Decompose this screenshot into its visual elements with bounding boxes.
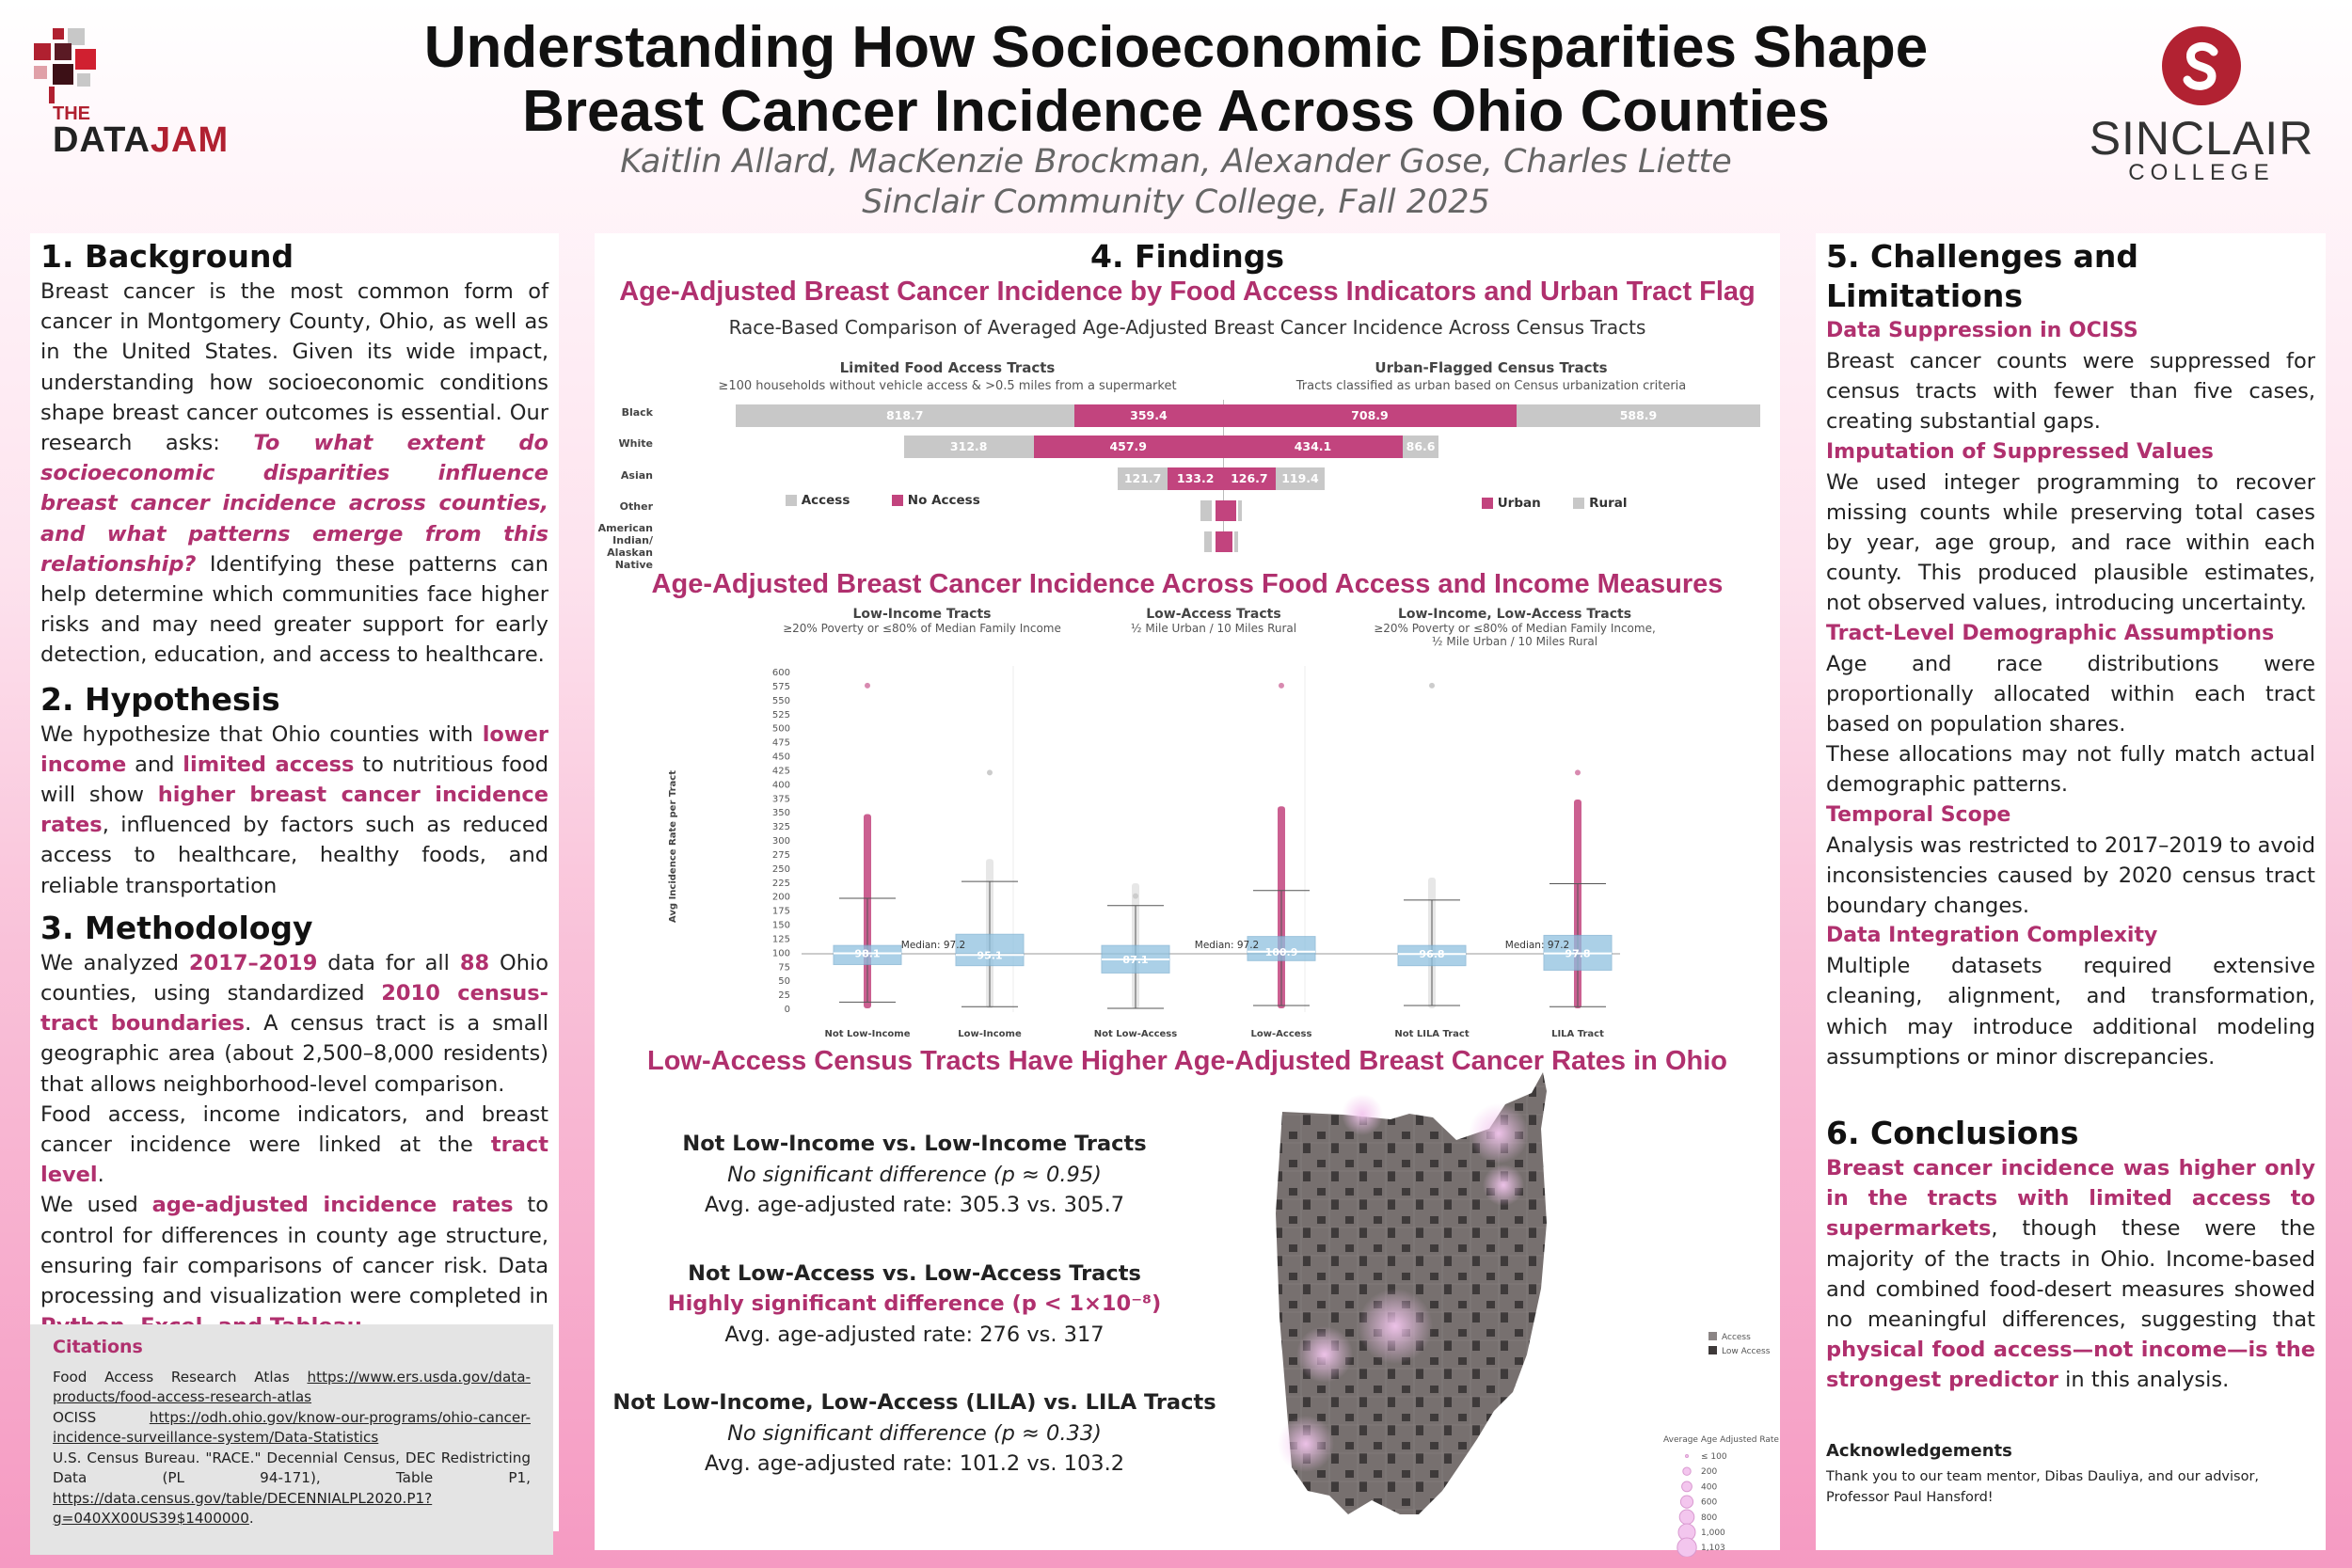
right-column [1816, 233, 2326, 1550]
fig2-y-tick: 425 [771, 766, 790, 777]
methodology-heading: 3. Methodology [40, 909, 313, 946]
fig2-y-tick: 350 [771, 808, 790, 819]
fig1-bar-small-gray [1204, 531, 1212, 552]
map-legend-size-label: 1,103 [1701, 1544, 1725, 1554]
map-legend-size-label: 600 [1701, 1497, 1718, 1508]
fig2-y-tick: 225 [771, 878, 790, 889]
challenge-4-sub: Temporal Scope [1826, 802, 2011, 827]
methodology-text [40, 948, 548, 1342]
map-legend-low-access: Low Access [1722, 1347, 1771, 1356]
fig2-median-label: 95.1 [977, 949, 1003, 962]
fig2-median-label: 96.8 [1419, 948, 1445, 961]
comparison-3-avg: Avg. age-adjusted rate: 101.2 vs. 103.2 [704, 1451, 1125, 1476]
fig2-panel-3-sub1: ≥20% Poverty or ≤80% of Median Family Income, [1374, 622, 1656, 635]
citation-1-link[interactable]: https://www.ers.usda.gov/data-products/food-access-research-atlas [53, 1368, 531, 1405]
fig2-y-tick: 250 [771, 863, 790, 875]
legend-rural: Rural [1589, 496, 1628, 511]
fig2-y-tick: 400 [771, 780, 790, 791]
hypothesis-key-2: limited access [183, 752, 355, 777]
map-legend-size-label: ≤ 100 [1701, 1452, 1727, 1462]
comparison-2-sig: Highly significant difference (p < 1×10⁻⁸) [667, 1291, 1162, 1316]
citation-2-link[interactable]: https://odh.ohio.gov/know-our-programs/ohio-cancer-incidence-surveillance-system/Data-Statistics [53, 1408, 531, 1446]
toledo-cluster [1342, 1094, 1383, 1135]
fig2-outlier-point [987, 769, 993, 775]
college-wordmark: COLLEGE [2128, 160, 2275, 185]
comparison-1-sig: No significant difference (p ≈ 0.95) [727, 1162, 1102, 1187]
fig2-y-tick: 175 [771, 906, 790, 917]
challenge-4-text: Analysis was restricted to 2017–2019 to avoid inconsistencies caused by 2020 census tract boundary changes. [1826, 832, 2315, 919]
hypothesis-key-3: higher breast cancer incidence rates [40, 783, 548, 838]
method-text-5: Food access, income indicators, and breast cancer incidence were linked at the [40, 1101, 548, 1158]
citation-2 [53, 1408, 531, 1449]
citation-1-text: Food Access Research Atlas [53, 1368, 308, 1386]
challenge-5-text: Multiple datasets required extensive cleaning, alignment, and transformation, which may introduce additional modeling assumptions or minor discrepancies. [1826, 954, 2315, 1069]
background-heading: 1. Background [40, 238, 294, 275]
fig1-bar-no-access: 457.9 [1034, 436, 1223, 458]
map-legend-low-access-swatch [1708, 1346, 1717, 1354]
cleveland-cluster [1469, 1103, 1529, 1164]
fig2-y-tick: 50 [778, 976, 790, 988]
fig2-outlier-point [1133, 894, 1138, 899]
citation-3-end: . [248, 1510, 254, 1527]
challenge-3-sub: Tract-Level Demographic Assumptions [1826, 621, 2275, 645]
comparison-3 [595, 1387, 1234, 1480]
citation-3 [53, 1449, 531, 1529]
fig1-row-label: White [618, 437, 653, 450]
comparison-1-avg: Avg. age-adjusted rate: 305.3 vs. 305.7 [704, 1193, 1125, 1217]
fig2-y-tick: 150 [771, 920, 790, 931]
comparison-2-title: Not Low-Access vs. Low-Access Tracts [688, 1260, 1141, 1286]
map-legend-size-circle [1679, 1510, 1694, 1525]
sinclair-wordmark: SINCLAIR [2089, 112, 2314, 165]
method-key-2: 88 [459, 950, 490, 975]
fig1-subtitle: Race-Based Comparison of Averaged Age-Adjusted Breast Cancer Incidence Across Census Tracts [728, 316, 1646, 339]
fig2-y-tick: 325 [771, 822, 790, 833]
fig2-y-tick: 475 [771, 737, 790, 749]
fig2-outlier-point [1429, 683, 1435, 689]
cincinnati-cluster [1278, 1416, 1334, 1472]
fig1-left-head: Limited Food Access Tracts [839, 359, 1056, 376]
fig1-bar-urban: 708.9 [1223, 404, 1517, 427]
datajam-jam: JAM [150, 120, 230, 160]
challenge-3-text: Age and race distributions were proportionally allocated within each tract based on population shares. [1826, 651, 2315, 737]
fig1-row-label: Other [619, 500, 653, 513]
fig2-panel-1-sub: ≥20% Poverty or ≤80% of Median Family Income [783, 622, 1061, 635]
sinclair-logo [2079, 24, 2324, 185]
hypothesis-heading: 2. Hypothesis [40, 680, 280, 718]
map-legend-size-circle [1677, 1538, 1696, 1557]
fig2-outlier-point [1279, 683, 1284, 689]
fig2-outlier-point [1575, 769, 1581, 775]
challenge-2-sub: Imputation of Suppressed Values [1826, 439, 2214, 464]
fig1-bar-small-magenta [1216, 500, 1236, 521]
map-legend-size-circle [1683, 1467, 1691, 1475]
authors: Kaitlin Allard, MacKenzie Brockman, Alexander Gose, Charles Liette [620, 143, 1732, 181]
citations-box [30, 1324, 553, 1555]
conclusions-key-1: Breast cancer incidence was higher only in the tracts with limited access to supermarkets [1826, 1156, 2315, 1242]
conclusions-text-1: , though these were the majority of the tracts in Ohio. Income-based and combined food-desert measures showed no meaningful differences, suggesting that [1826, 1216, 2315, 1333]
fig2-x-label: LILA Tract [1551, 1029, 1604, 1039]
columbus-cluster [1358, 1289, 1433, 1364]
challenge-1-text: Breast cancer counts were suppressed for census tracts with fewer than five cases, creating substantial gaps. [1826, 349, 2315, 435]
hypothesis-text-1: We hypothesize that Ohio counties with [40, 721, 483, 747]
challenge-3-text2: These allocations may not fully match actual demographic patterns. [1826, 742, 2315, 798]
fig2-panel-3-head: Low-Income, Low-Access Tracts [1397, 607, 1632, 622]
legend-no-access: No Access [907, 493, 980, 508]
fig2-y-tick: 550 [771, 695, 790, 706]
fig1-bar-urban: 126.7 [1223, 467, 1276, 490]
fig1-bar-small-rural [1234, 531, 1238, 552]
fig2-outlier-point [865, 683, 870, 689]
fig1-bar-rural: 86.6 [1403, 436, 1438, 458]
map-legend-size-label: 1,000 [1701, 1528, 1725, 1538]
fig2-y-tick: 275 [771, 849, 790, 861]
method-text-7: We used [40, 1193, 152, 1218]
datajam-logo [34, 28, 250, 160]
fig2-panel-3-head-wrap [1364, 607, 1665, 648]
comparison-3-title: Not Low-Income, Low-Access (LILA) vs. LILA Tracts [612, 1390, 1216, 1415]
fig1-bar-access: 312.8 [904, 436, 1034, 458]
fig1-row-label: Asian [620, 469, 653, 482]
fig2-x-label: Low-Income [958, 1029, 1022, 1039]
fig2-x-label: Not LILA Tract [1394, 1029, 1470, 1039]
fig2-panel-3-sub2: ½ Mile Urban / 10 Miles Rural [1431, 635, 1598, 648]
dayton-cluster [1296, 1326, 1353, 1383]
hypothesis-text-4: , influenced by factors such as reduced access to healthcare, healthy foods, and reliable transportation [40, 813, 548, 898]
fig2-y-tick: 200 [771, 892, 790, 903]
challenge-1-sub: Data Suppression in OCISS [1826, 319, 2138, 342]
fig1-legend-right [1482, 496, 1628, 511]
fig1-row-label: American Indian/ Alaskan Native [597, 522, 653, 571]
challenge-5-sub: Data Integration Complexity [1826, 924, 2158, 948]
fig2-boxplot [595, 658, 1780, 1049]
fig2-y-tick: 0 [784, 1005, 790, 1015]
conclusions-heading: 6. Conclusions [1826, 1115, 2079, 1152]
method-key-4: tract level [40, 1132, 548, 1188]
fig2-panel-2-sub: ½ Mile Urban / 10 Miles Rural [1130, 622, 1297, 635]
legend-urban: Urban [1497, 496, 1541, 511]
comparisons [595, 1129, 1234, 1480]
poster-title-line1: Understanding How Socioeconomic Disparities Shape [423, 15, 1929, 80]
datajam-the: THE [53, 103, 90, 124]
sinclair-emblem-icon [2159, 24, 2244, 108]
map-legend-size-circle [1686, 1455, 1689, 1458]
fig1-bar-small-magenta [1216, 531, 1232, 552]
legend-access-swatch [786, 495, 797, 506]
background-text-2: Identifying these patterns can help determine which communities face higher risks and may need greater support for early detection, education, and access to healthcare. [40, 551, 548, 668]
fig1-bar-rural: 119.4 [1276, 467, 1326, 490]
map-legend-size-circle [1682, 1481, 1692, 1492]
fig1-right-sub: Tracts classified as urban based on Census urbanization criteria [1295, 379, 1687, 393]
comparison-1-title: Not Low-Income vs. Low-Income Tracts [682, 1132, 1147, 1156]
map-legend-size-label: 400 [1701, 1482, 1718, 1493]
fig2-y-tick: 125 [771, 934, 790, 945]
akron-cluster [1483, 1164, 1524, 1206]
fig1-legend-left [786, 493, 980, 508]
fig2-y-tick: 375 [771, 794, 790, 805]
fig1-right-head: Urban-Flagged Census Tracts [1375, 359, 1608, 376]
citation-2-text: OCISS [53, 1408, 150, 1426]
fig2-median-label: 100.9 [1264, 945, 1298, 958]
fig2-median-ref-label: Median: 97.2 [900, 940, 966, 952]
fig2-median-ref-label: Median: 97.2 [1504, 940, 1570, 952]
map-legend-rate-title: Average Age Adjusted Rate [1663, 1435, 1779, 1445]
method-text-1: We analyzed [40, 950, 189, 975]
ohio-map [1259, 1072, 1780, 1557]
legend-rural-swatch [1573, 498, 1584, 509]
fig1-bar-no-access: 359.4 [1074, 404, 1223, 427]
fig2-panel-2-head: Low-Access Tracts [1146, 607, 1281, 622]
map-legend-size-label: 800 [1701, 1513, 1718, 1523]
background-text [40, 277, 548, 671]
fig1-title: Age-Adjusted Breast Cancer Incidence by Food Access Indicators and Urban Tract Flag [619, 277, 1756, 307]
comparison-1 [595, 1129, 1234, 1221]
map-legend-sizes [1677, 1452, 1727, 1557]
conclusions-text-2: in this analysis. [2058, 1368, 2230, 1393]
hypothesis-text-2: and [126, 752, 183, 777]
fig2-panel-1-head-wrap [781, 607, 1063, 635]
datajam-data: DATA [53, 120, 151, 160]
method-text-6: . [97, 1163, 104, 1188]
citations-heading: Citations [53, 1337, 143, 1357]
ack-text: Thank you to our team mentor, Dibas Dauliya, and our advisor, Professor Paul Hansford! [1826, 1468, 2260, 1505]
map-legend-access: Access [1722, 1333, 1751, 1342]
fig2-x-label: Not Low-Income [824, 1029, 911, 1039]
fig2-y-tick: 75 [778, 962, 790, 974]
method-key-5: age-adjusted incidence rates [151, 1193, 514, 1218]
fig2-panel-1-head: Low-Income Tracts [852, 607, 992, 622]
method-text-2: data for all [317, 950, 460, 975]
fig2-y-tick: 575 [771, 681, 790, 692]
map-legend-size-label: 200 [1701, 1467, 1718, 1478]
method-text-3: Ohio counties, using standardized [40, 950, 548, 1006]
fig1-bar-urban: 434.1 [1223, 436, 1403, 458]
method-key-1: 2017–2019 [188, 950, 318, 975]
hypothesis-text-3: to nutritious food will show [40, 752, 548, 808]
fig1-bar-small-gray [1200, 500, 1212, 521]
ack-heading: Acknowledgements [1826, 1440, 2012, 1461]
hypothesis-text [40, 720, 548, 901]
citation-3-text: U.S. Census Bureau. "RACE." Decennial Census, DEC Redistricting Data (PL 94-171), Table P1, [53, 1449, 531, 1486]
fig2-y-tick: 500 [771, 723, 790, 735]
citation-3-link[interactable]: https://data.census.gov/table/DECENNIALPL2020.P1?g=040XX00US39$1400000 [53, 1489, 433, 1527]
method-key-3: 2010 census-tract boundaries [40, 981, 548, 1037]
conclusions-text [1826, 1153, 2315, 1396]
legend-access: Access [801, 493, 850, 508]
method-text-4: . A census tract is a small geographic area (about 2,500–8,000 residents) that allows neighborhood-level comparison. [40, 1011, 548, 1097]
fig2-title: Age-Adjusted Breast Cancer Incidence Across Food Access and Income Measures [651, 569, 1724, 599]
fig1-bar-small-rural [1238, 500, 1242, 521]
conclusions-key-2: physical food access—not income—is the strongest predictor [1826, 1338, 2315, 1393]
fig1-bar-rural: 588.9 [1517, 404, 1760, 427]
affiliation: Sinclair Community College, Fall 2025 [862, 183, 1490, 221]
background-text-1: Breast cancer is the most common form of cancer in Montgomery County, Ohio, as well as in the United States. Given its wide impact, understanding how socioeconomic conditions shape breast cancer outcomes is essential. Our research asks: [40, 279, 548, 456]
fig2-y-tick: 525 [771, 709, 790, 721]
legend-no-access-swatch [892, 495, 903, 506]
fig2-panel-2-head-wrap [1073, 607, 1355, 635]
map-legend-size-circle [1680, 1496, 1692, 1508]
fig2-y-axis-label: Avg Incidence Rate per Tract [668, 770, 678, 923]
fig2-median-label: 87.1 [1122, 954, 1149, 967]
fig2-x-label: Not Low-Access [1093, 1029, 1178, 1039]
research-question: To what extent do socioeconomic disparities influence breast cancer incidence across counties, and what patterns emerge from this relationship? [40, 431, 548, 577]
findings-heading: 4. Findings [1089, 238, 1285, 275]
map-legend-access-swatch [1708, 1332, 1717, 1340]
fig2-y-tick: 600 [771, 668, 790, 678]
fig2-median-label: 98.1 [854, 947, 881, 960]
comparison-3-sig: No significant difference (p ≈ 0.33) [727, 1420, 1102, 1446]
fig1-left-sub: ≥100 households without vehicle access & >0.5 miles from a supermarket [718, 379, 1177, 393]
fig2-y-tick: 100 [771, 948, 790, 959]
comparison-2 [595, 1259, 1234, 1351]
fig2-y-tick: 25 [778, 990, 790, 1002]
method-text-8: to control for differences in county age structure, ensuring fair comparisons of cancer risk. Data processing and visualization were completed in [40, 1193, 548, 1309]
challenges-list [1826, 316, 2315, 1072]
datajam-squares-icon [34, 28, 119, 103]
fig1-bar-access: 121.7 [1118, 467, 1168, 490]
citation-1 [53, 1368, 531, 1408]
fig1-bar-no-access: 133.2 [1168, 467, 1223, 490]
fig2-y-tick: 450 [771, 752, 790, 763]
fig3-title: Low-Access Census Tracts Have Higher Age-Adjusted Breast Cancer Rates in Ohio [647, 1046, 1727, 1076]
hypothesis-key-1: lower income [40, 721, 548, 777]
legend-urban-swatch [1482, 498, 1493, 509]
poster-title-line2: Breast Cancer Incidence Across Ohio Counties [522, 79, 1830, 144]
fig2-median-label: 97.8 [1565, 947, 1591, 960]
challenges-heading: 5. Challenges and Limitations [1826, 238, 2138, 314]
fig1-row-label: Black [621, 406, 653, 419]
comparison-2-avg: Avg. age-adjusted rate: 276 vs. 317 [724, 1322, 1104, 1347]
challenge-2-text: We used integer programming to recover missing counts while preserving total cases by year, age group, and race within each county. This produced plausible estimates, not observed values, introducing uncertainty. [1826, 469, 2315, 616]
fig2-y-tick: 300 [771, 836, 790, 847]
fig1-bar-access: 818.7 [736, 404, 1074, 427]
fig2-median-ref-label: Median: 97.2 [1194, 940, 1260, 952]
fig2-x-label: Low-Access [1250, 1029, 1312, 1039]
fig1-chart [595, 400, 1780, 571]
